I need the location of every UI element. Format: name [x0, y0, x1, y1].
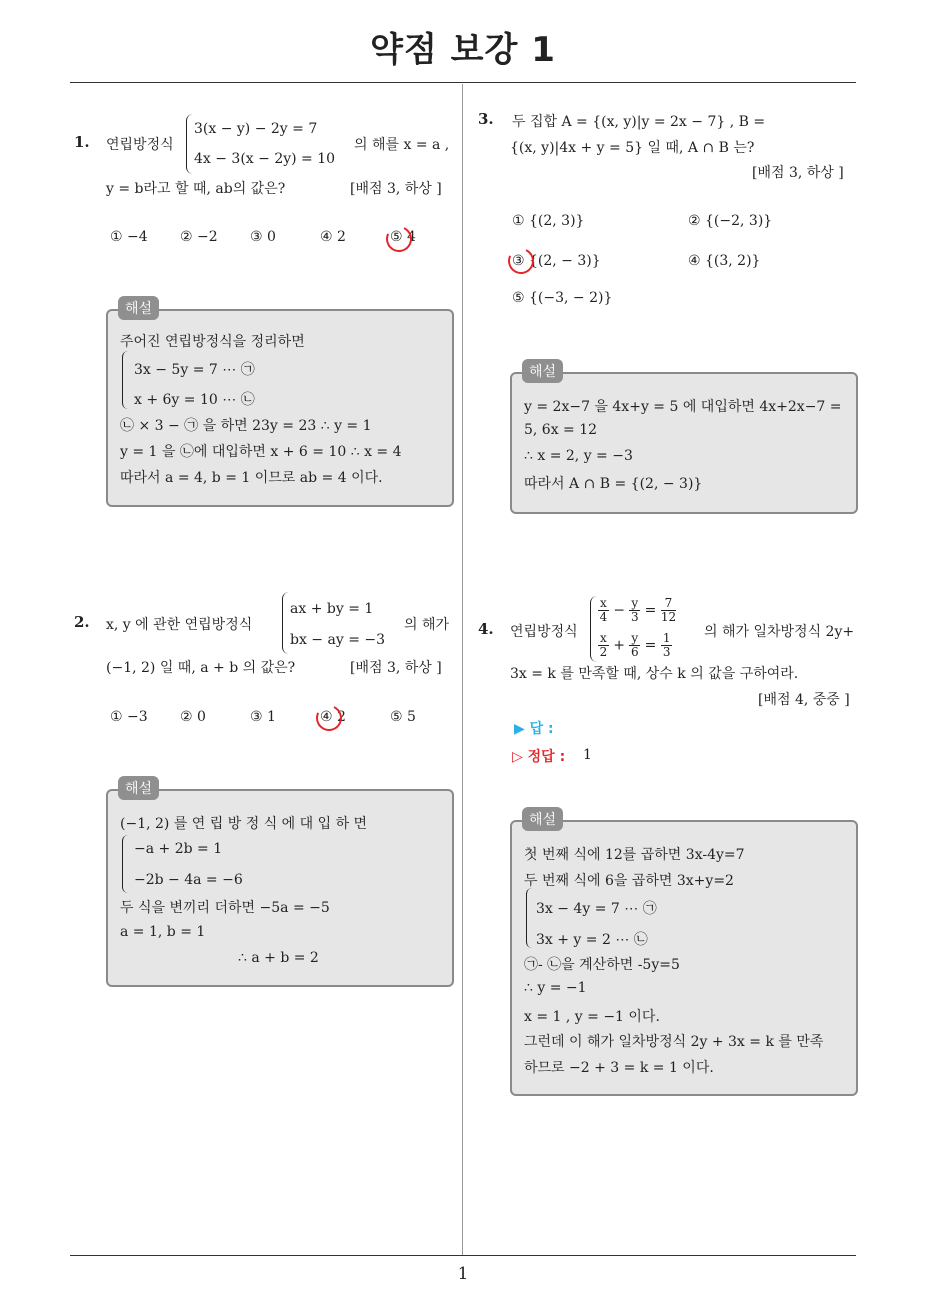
solution-box — [510, 372, 858, 514]
question-text: 의 해가 — [404, 617, 450, 633]
solution-line: x + 6y = 10 ⋯ ㉡ — [134, 392, 255, 408]
page-title: 약점 보강 1 — [370, 30, 556, 70]
system-brace — [590, 596, 597, 662]
solution-line: ∴ a + b = 2 — [238, 950, 319, 966]
system-brace — [526, 888, 532, 948]
solution-line: ㉠- ㉡을 계산하면 -5y=5 — [524, 957, 680, 973]
answer-input-label[interactable]: ▶ 답 : — [514, 721, 554, 737]
solution-line: ㉡ × 3 − ㉠ 을 하면 23y = 23 ∴ y = 1 — [120, 418, 372, 434]
system-brace — [186, 114, 193, 174]
solution-box — [510, 820, 858, 1096]
question-number: 1. — [74, 133, 90, 151]
bottom-divider — [70, 1255, 856, 1256]
option-1[interactable]: ① {(2, 3)} — [512, 213, 585, 229]
correct-answer-value: 1 — [583, 747, 592, 763]
solution-line: 3x + y = 2 ⋯ ㉡ — [536, 932, 648, 948]
question-text: 3x = k 를 만족할 때, 상수 k 의 값을 구하여라. — [510, 666, 799, 682]
solution-line: 첫 번째 식에 12를 곱하면 3x-4y=7 — [524, 847, 745, 863]
option-4[interactable]: ④ 2 — [320, 709, 346, 725]
option-2[interactable]: ② 0 — [180, 709, 206, 725]
solution-line: 따라서 a = 4, b = 1 이므로 ab = 4 이다. — [120, 470, 383, 486]
question-text: (−1, 2) 일 때, a + b 의 값은? — [106, 660, 296, 676]
option-3[interactable]: ③ 0 — [250, 229, 276, 245]
equation-1: 3(x − y) − 2y = 7 — [194, 121, 318, 137]
solution-line: 하므로 −2 + 3 = k = 1 이다. — [524, 1060, 714, 1076]
column-divider — [462, 84, 463, 1256]
solution-line: 주어진 연립방정식을 정리하면 — [120, 334, 305, 350]
question-text: x, y 에 관한 연립방정식 — [106, 617, 253, 633]
question-text: 의 해를 x = a , — [354, 137, 450, 153]
option-3[interactable]: ③ {(2, − 3)} — [512, 253, 601, 269]
fraction: $\frac{y}{3}$ — [630, 596, 639, 624]
score-label: [배점 3, 하상 ] — [752, 165, 844, 181]
option-4[interactable]: ④ 2 — [320, 229, 346, 245]
solution-box — [106, 309, 454, 507]
solution-line: −a + 2b = 1 — [134, 841, 223, 857]
option-4[interactable]: ④ {(3, 2)} — [688, 253, 761, 269]
question-text: 연립방정식 — [510, 624, 578, 640]
question-number: 4. — [478, 620, 494, 638]
option-1[interactable]: ① −4 — [110, 229, 148, 245]
solution-line: ∴ y = −1 — [524, 980, 587, 996]
solution-line: 따라서 A ∩ B = {(2, − 3)} — [524, 476, 703, 492]
solution-line: (−1, 2) 를 연 립 방 정 식 에 대 입 하 면 — [120, 816, 368, 832]
option-5[interactable]: ⑤ 5 — [390, 709, 416, 725]
question-number: 2. — [74, 613, 90, 631]
system-brace — [122, 351, 128, 409]
option-2[interactable]: ② −2 — [180, 229, 218, 245]
fraction: $\frac{x}{4}$ — [599, 596, 608, 624]
system-brace — [282, 592, 289, 654]
answer-mark-circle — [382, 222, 415, 255]
score-label: [배점 3, 하상 ] — [350, 181, 442, 197]
solution-tag: 해설 — [118, 776, 159, 800]
question-text: {(x, y)|4x + y = 5} 일 때, A ∩ B 는? — [510, 140, 755, 156]
fraction: $\frac{1}{3}$ — [662, 631, 671, 659]
solution-line: 두 번째 식에 6을 곱하면 3x+y=2 — [524, 873, 734, 889]
page-number: 1 — [457, 1264, 469, 1284]
score-label: [배점 3, 하상 ] — [350, 660, 442, 676]
correct-answer-label: ▷ 정답 : — [512, 749, 566, 765]
solution-line: 두 식을 변끼리 더하면 −5a = −5 — [120, 900, 330, 916]
equation-2: 4x − 3(x − 2y) = 10 — [194, 151, 336, 167]
score-label: [배점 4, 중중 ] — [758, 692, 850, 708]
question-text: 의 해가 일차방정식 2y+ — [704, 624, 855, 640]
answer-mark-circle — [312, 701, 345, 734]
top-divider — [70, 82, 856, 83]
fraction: $\frac{x}{2}$ — [599, 631, 608, 659]
solution-line: a = 1, b = 1 — [120, 924, 206, 940]
solution-line: ∴ x = 2, y = −3 — [524, 448, 633, 464]
question-text: y = b라고 할 때, ab의 값은? — [106, 181, 286, 197]
answer-mark-circle — [504, 244, 537, 277]
option-1[interactable]: ① −3 — [110, 709, 148, 725]
solution-tag: 해설 — [118, 296, 159, 320]
option-2[interactable]: ② {(−2, 3)} — [688, 213, 773, 229]
solution-tag: 해설 — [522, 807, 563, 831]
solution-line: y = 2x−7 을 4x+y = 5 에 대입하면 4x+2x−7 = — [524, 399, 842, 415]
solution-line: 그런데 이 해가 일차방정식 2y + 3x = k 를 만족 — [524, 1034, 824, 1050]
system-brace — [122, 835, 128, 893]
solution-box — [106, 789, 454, 987]
solution-tag: 해설 — [522, 359, 563, 383]
equation-2: $\frac{x}{2}$ + $\frac{y}{6}$ = $\frac{1}{3}$ — [599, 631, 671, 659]
solution-line: −2b − 4a = −6 — [134, 872, 243, 888]
solution-line: x = 1 , y = −1 이다. — [524, 1009, 660, 1025]
option-5[interactable]: ⑤ 4 — [390, 229, 416, 245]
question-number: 3. — [478, 110, 494, 128]
solution-line: y = 1 을 ㉡에 대입하면 x + 6 = 10 ∴ x = 4 — [120, 444, 402, 460]
solution-line: 3x − 4y = 7 ⋯ ㉠ — [536, 901, 657, 917]
option-5[interactable]: ⑤ {(−3, − 2)} — [512, 290, 613, 306]
solution-line: 5, 6x = 12 — [524, 422, 598, 438]
option-3[interactable]: ③ 1 — [250, 709, 276, 725]
equation-1: ax + by = 1 — [290, 601, 374, 617]
equation-2: bx − ay = −3 — [290, 632, 386, 648]
question-text: 연립방정식 — [106, 137, 174, 153]
equation-1: $\frac{x}{4}$ − $\frac{y}{3}$ = $\frac{7}{12}$ — [599, 596, 677, 624]
solution-line: 3x − 5y = 7 ⋯ ㉠ — [134, 362, 255, 378]
question-text: 두 집합 A = {(x, y)|y = 2x − 7} , B = — [512, 114, 766, 130]
fraction: $\frac{y}{6}$ — [630, 631, 639, 659]
fraction: $\frac{7}{12}$ — [660, 596, 677, 624]
